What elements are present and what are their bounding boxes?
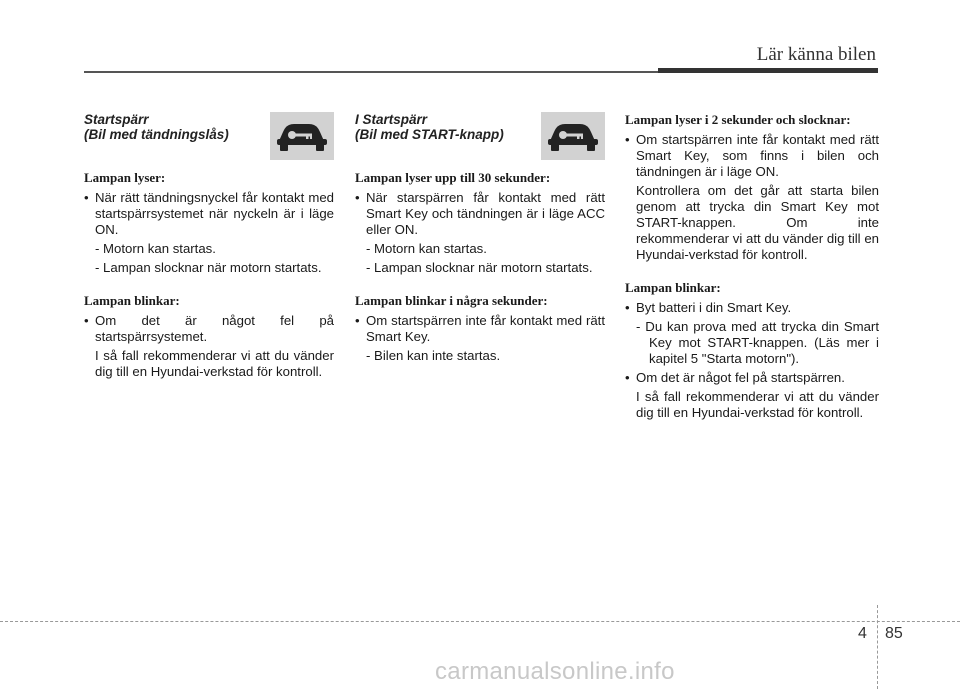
section-title-line1: I Startspärr [355, 112, 428, 127]
heading-lampan-blinkar: Lampan blinkar i några sekunder: [355, 293, 548, 308]
dash-item: - Du kan prova med att trycka din Smart Key mot START-knappen. (Läs mer i kapitel 5 "Starta motorn"). [636, 319, 879, 366]
section-title [355, 112, 520, 142]
bullet-item: • Om startspärren inte får kontakt med rätt Smart Key. [355, 313, 605, 345]
page-number: 85 [885, 625, 903, 642]
body-paragraph: I så fall rekommenderar vi att du vänder dig till en Hyundai-verkstad för kontroll. [636, 389, 879, 420]
section-title-line1: Startspärr [84, 112, 149, 127]
body-paragraph: Kontrollera om det går att starta bilen genom att trycka din Smart Key mot START-knappen. Om inte rekommenderar vi att du vänder dig till en Hyundai-verkstad för kontroll. [636, 183, 879, 262]
footer-divider [0, 621, 960, 622]
heading-lampan-blinkar: Lampan blinkar: [625, 280, 721, 295]
body-paragraph: I så fall rekommenderar vi att du vänder dig till en Hyundai-verkstad för kontroll. [95, 348, 334, 379]
header-divider-accent [658, 68, 878, 73]
footer-vertical-divider [877, 605, 878, 689]
heading-lampan-blinkar: Lampan blinkar: [84, 293, 180, 308]
column-startsparr-start-knapp [355, 112, 605, 367]
dash-item: - Motorn kan startas. [366, 241, 487, 256]
bullet-item: • Byt batteri i din Smart Key. [625, 300, 879, 316]
bullet-item: • När rätt tändningsnyckel får kontakt med startspärrsystemet när nyckeln är i läge ON. [84, 190, 334, 238]
section-title [84, 112, 249, 142]
section-title-line2: (Bil med tändningslås) [84, 127, 229, 142]
chapter-number: 4 [858, 625, 867, 642]
heading-lampan-lyser-2-sekunder: Lampan lyser i 2 sekunder och slocknar: [625, 112, 851, 127]
watermark-text: carmanualsonline.info [435, 658, 675, 685]
dash-item: - Lampan slocknar när motorn startats. [95, 260, 322, 275]
bullet-item: • Om det är något fel på startspärrsystemet. [84, 313, 334, 345]
bullet-item: • Om startspärren inte får kontakt med rätt Smart Key, som finns i bilen och tändningen är i läge ON. [625, 132, 879, 180]
section-title-line2: (Bil med START-knapp) [355, 127, 504, 142]
column-startsparr-tandningslas [84, 112, 334, 383]
section-title-block [355, 112, 605, 170]
section-title-block [84, 112, 334, 170]
section-header-title: Lär känna bilen [756, 44, 876, 65]
dash-item: - Lampan slocknar när motorn startats. [366, 260, 593, 275]
immobilizer-key-car-icon [270, 112, 334, 160]
dash-item: - Bilen kan inte startas. [366, 348, 501, 363]
heading-lampan-lyser: Lampan lyser: [84, 170, 166, 185]
dash-item: - Motorn kan startas. [95, 241, 216, 256]
column-lampan-status [625, 112, 879, 424]
heading-lampan-lyser: Lampan lyser upp till 30 sekunder: [355, 170, 551, 185]
bullet-item: • När starspärren får kontakt med rätt Smart Key och tändningen är i läge ACC eller ON. [355, 190, 605, 238]
immobilizer-key-car-icon [541, 112, 605, 160]
bullet-item: • Om det är något fel på startspärren. [625, 370, 879, 386]
